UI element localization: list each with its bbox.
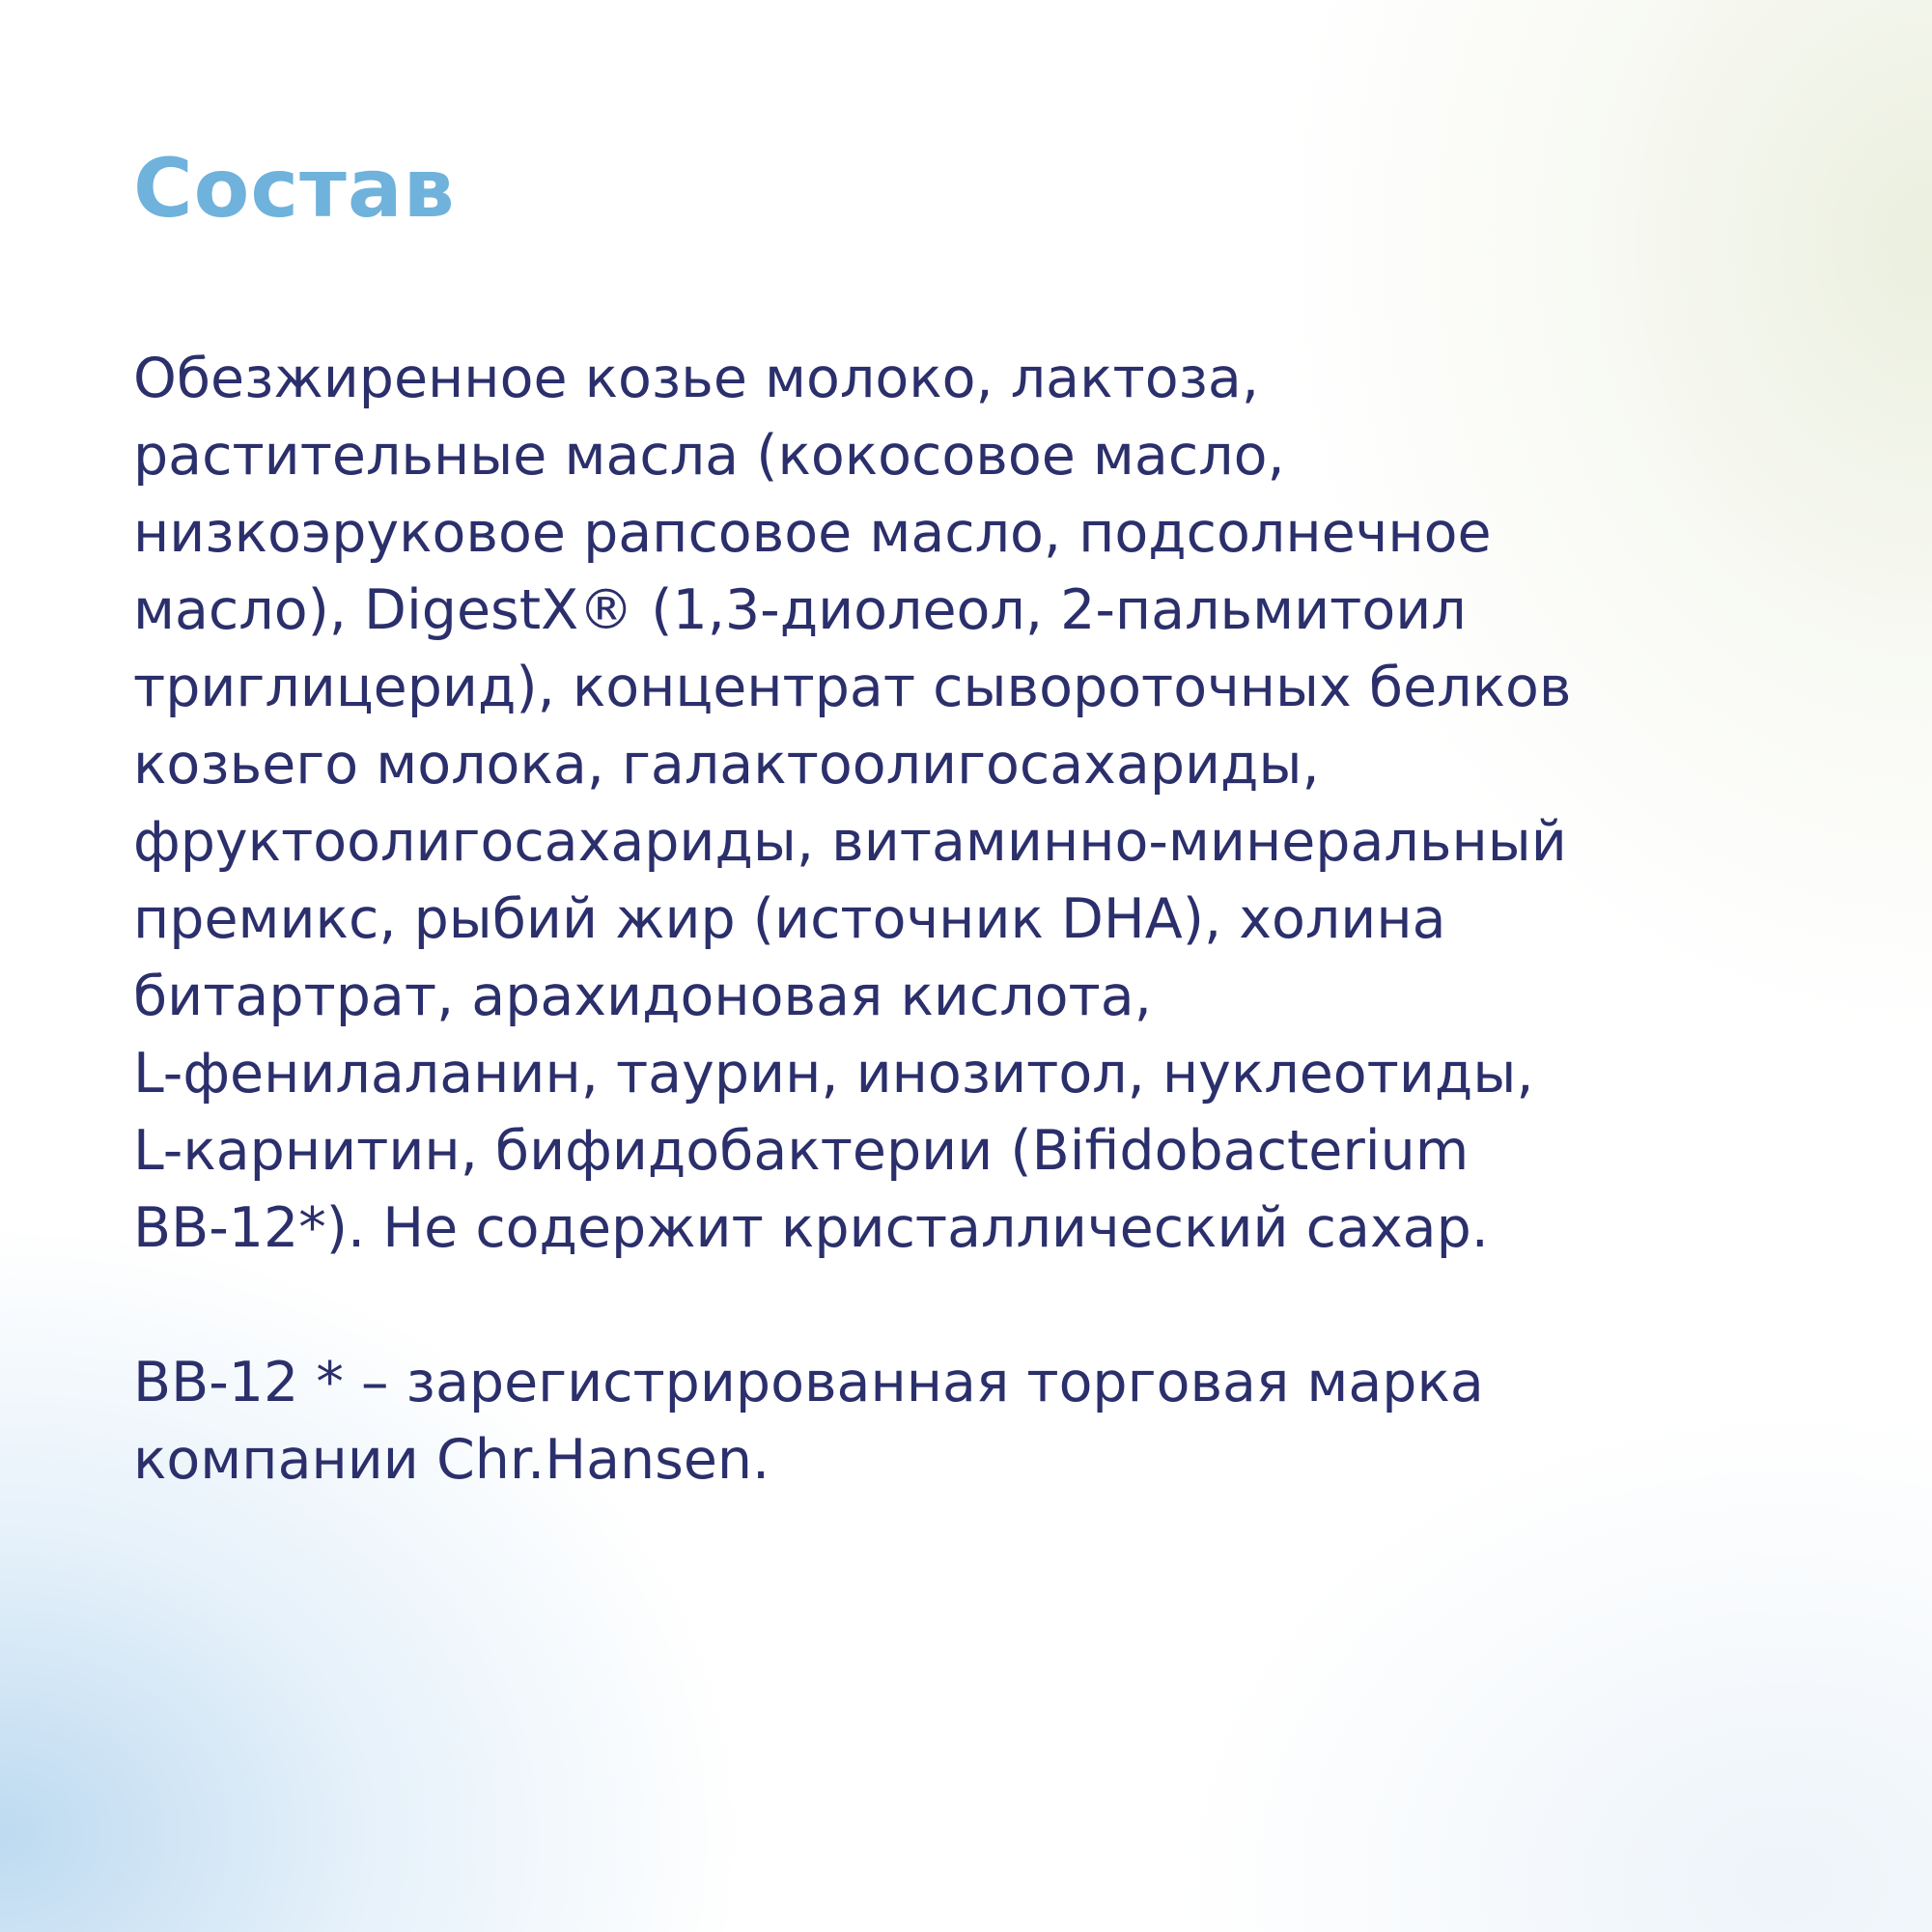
composition-line: L-фенилаланин, таурин, инозитол, нуклеотиды, — [133, 1042, 1534, 1106]
composition-card — [133, 135, 1833, 1498]
composition-line: козьего молока, галактоолигосахариды, — [133, 733, 1320, 797]
composition-line: низкоэруковое рапсовое масло, подсолнечное — [133, 501, 1492, 565]
trademark-note-line: BB-12 * – зарегистрированная торговая марка — [133, 1351, 1484, 1414]
composition-line: фруктоолигосахариды, витаминно-минеральный — [133, 810, 1567, 874]
composition-line: L-карнитин, бифидобактерии (Bifidobacterium — [133, 1119, 1470, 1183]
composition-line: BB-12*). Не содержит кристаллический сахар. — [133, 1196, 1489, 1260]
trademark-note — [133, 1344, 1833, 1498]
composition-line: триглицерид), концентрат сывороточных белков — [133, 656, 1572, 719]
composition-text — [133, 340, 1833, 1267]
trademark-note-line: компании Chr.Hansen. — [133, 1428, 770, 1492]
composition-line: растительные масла (кокосовое масло, — [133, 424, 1285, 488]
composition-line: премикс, рыбий жир (источник DHA), холина — [133, 887, 1446, 951]
page-title: Состав — [133, 141, 456, 236]
composition-line: битартрат, арахидоновая кислота, — [133, 965, 1152, 1028]
composition-line: масло), DigestX® (1,3-диолеол, 2-пальмитоил — [133, 578, 1467, 642]
composition-line: Обезжиренное козье молоко, лактоза, — [133, 347, 1259, 410]
